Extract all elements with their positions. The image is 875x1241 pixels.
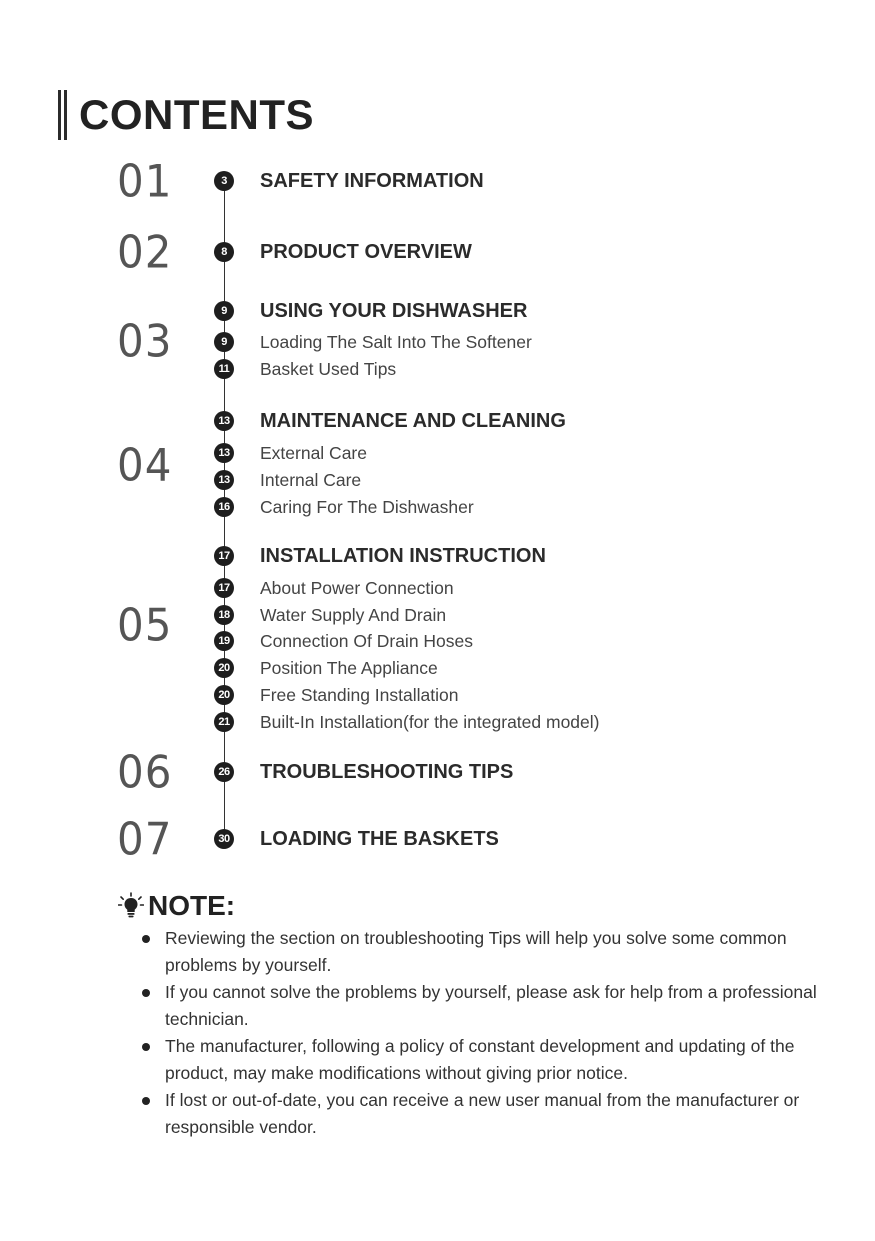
page-title: CONTENTS (79, 91, 314, 138)
page-number-badge: 30 (214, 829, 234, 849)
page-number-badge: 3 (214, 171, 234, 191)
toc-entry-water-supply-and-drain[interactable] (214, 604, 446, 626)
page-number-badge: 9 (214, 301, 234, 321)
toc-entry-label: Internal Care (260, 469, 362, 490)
section-number-04: 04 (117, 439, 173, 492)
title-accent-bar (58, 90, 67, 140)
toc-entry-using-your-dishwasher[interactable] (214, 300, 527, 322)
lightbulb-icon (118, 892, 144, 920)
page-number-badge: 20 (214, 685, 234, 705)
toc-entry-label: LOADING THE BASKETS (260, 827, 499, 850)
bullet-icon (142, 1043, 150, 1051)
toc-entry-installation-instruction[interactable] (214, 545, 546, 567)
toc-entry-label: INSTALLATION INSTRUCTION (260, 544, 546, 567)
toc-entry-about-power-connection[interactable] (214, 577, 454, 599)
page-number-badge: 17 (214, 546, 234, 566)
toc-entry-label: Built-In Installation(for the integrated model) (260, 711, 600, 732)
toc-entry-loading-the-baskets[interactable] (214, 828, 499, 850)
toc-entry-free-standing-installation[interactable] (214, 684, 458, 706)
note-item-text: The manufacturer, following a policy of constant development and updating of the product, may make modifications without giving prior notice. (165, 1036, 795, 1083)
page-number-badge: 11 (214, 359, 234, 379)
toc-entry-label: About Power Connection (260, 577, 454, 598)
toc-entry-label: Water Supply And Drain (260, 604, 447, 625)
page-number-badge: 9 (214, 332, 234, 352)
note-item (140, 1087, 830, 1141)
bullet-icon (142, 935, 150, 943)
note-title: NOTE: (148, 890, 236, 921)
toc-entry-label: Free Standing Installation (260, 684, 459, 705)
toc-entry-safety-information[interactable] (214, 170, 484, 192)
toc-entry-basket-used-tips[interactable] (214, 358, 396, 380)
bullet-icon (142, 1097, 150, 1105)
section-number-05: 05 (117, 599, 173, 652)
toc-entry-label: PRODUCT OVERVIEW (260, 240, 472, 263)
section-number-01: 01 (117, 155, 173, 208)
page-number-badge: 19 (214, 631, 234, 651)
page-number-badge: 21 (214, 712, 234, 732)
page-number-badge: 18 (214, 605, 234, 625)
toc-entry-label: SAFETY INFORMATION (260, 169, 484, 192)
toc-entry-label: TROUBLESHOOTING TIPS (260, 760, 514, 783)
toc-entry-label: External Care (260, 442, 367, 463)
toc-entry-position-the-appliance[interactable] (214, 657, 438, 679)
toc-entry-label: Caring For The Dishwasher (260, 496, 474, 517)
section-number-07: 07 (117, 813, 173, 866)
section-number-03: 03 (117, 315, 173, 368)
note-heading (118, 890, 235, 922)
toc-entry-label: Loading The Salt Into The Softener (260, 331, 532, 352)
page-number-badge: 13 (214, 443, 234, 463)
page-number-badge: 20 (214, 658, 234, 678)
section-number-06: 06 (117, 746, 173, 799)
note-item (140, 979, 830, 1033)
section-number-02: 02 (117, 226, 173, 279)
toc-entry-troubleshooting-tips[interactable] (214, 761, 513, 783)
note-item-text: Reviewing the section on troubleshooting Tips will help you solve some common problems by yourself. (165, 928, 787, 975)
toc-entry-connection-of-drain-hoses[interactable] (214, 630, 473, 652)
note-list (140, 925, 830, 1141)
note-item (140, 1033, 830, 1087)
toc-entry-caring-for-dishwasher[interactable] (214, 496, 474, 518)
page-number-badge: 26 (214, 762, 234, 782)
toc-entry-product-overview[interactable] (214, 241, 472, 263)
toc-entry-maintenance-and-cleaning[interactable] (214, 410, 566, 432)
note-item-text: If lost or out-of-date, you can receive a new user manual from the manufacturer or responsible vendor. (165, 1090, 800, 1137)
page-number-badge: 16 (214, 497, 234, 517)
page-number-badge: 13 (214, 470, 234, 490)
toc-entry-label: Connection Of Drain Hoses (260, 630, 474, 651)
bullet-icon (142, 989, 150, 997)
toc-entry-label: USING YOUR DISHWASHER (260, 299, 528, 322)
toc-entry-label: Position The Appliance (260, 657, 438, 678)
toc-entry-built-in-installation[interactable] (214, 711, 599, 733)
page-number-badge: 17 (214, 578, 234, 598)
note-item-text: If you cannot solve the problems by yourself, please ask for help from a professional technician. (165, 982, 817, 1029)
note-item (140, 925, 830, 979)
toc-entry-label: MAINTENANCE AND CLEANING (260, 409, 566, 432)
toc-entry-label: Basket Used Tips (260, 358, 397, 379)
toc-entry-internal-care[interactable] (214, 469, 361, 491)
page-number-badge: 8 (214, 242, 234, 262)
toc-entry-external-care[interactable] (214, 442, 367, 464)
toc-entry-loading-salt[interactable] (214, 331, 532, 353)
page-number-badge: 13 (214, 411, 234, 431)
